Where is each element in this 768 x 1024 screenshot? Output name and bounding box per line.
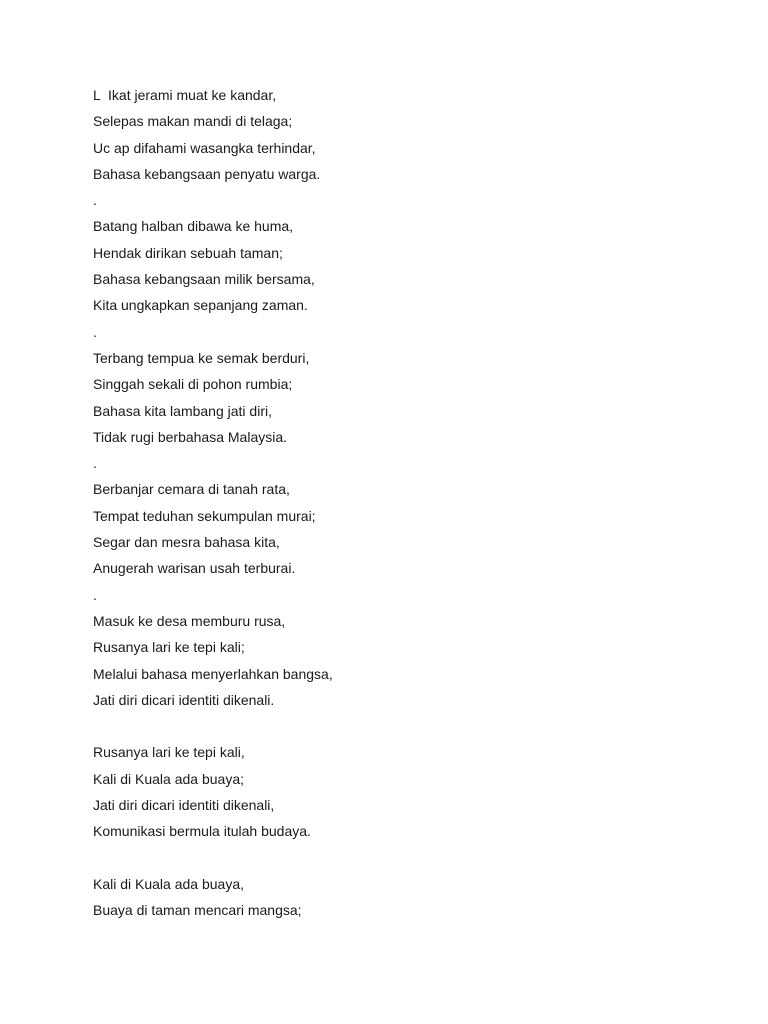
poem-line: Kita ungkapkan sepanjang zaman.	[93, 297, 308, 314]
poem-line: Anugerah warisan usah terburai.	[93, 560, 296, 577]
stanza-separator: .	[93, 586, 97, 603]
poem-line: Tempat teduhan sekumpulan murai;	[93, 507, 316, 524]
poem-line: Kali di Kuala ada buaya;	[93, 770, 244, 787]
poem-line: Jati diri dicari identiti dikenali,	[93, 797, 275, 814]
poem-line: Komunikasi bermula itulah budaya.	[93, 823, 311, 840]
stanza-separator: .	[93, 323, 97, 340]
poem-line: L Ikat jerami muat ke kandar,	[93, 87, 277, 103]
poem-line: Rusanya lari ke tepi kali;	[93, 639, 245, 656]
poem-line: Berbanjar cemara di tanah rata,	[93, 481, 290, 498]
stanza-separator: .	[93, 455, 97, 472]
poem-line: Singgah sekali di pohon rumbia;	[93, 376, 293, 393]
poem-line: Hendak dirikan sebuah taman;	[93, 244, 283, 261]
poem-line: Kali di Kuala ada buaya,	[93, 875, 244, 892]
poem-line: Melalui bahasa menyerlahkan bangsa,	[93, 665, 333, 682]
poem-line: Buaya di taman mencari mangsa;	[93, 902, 302, 919]
poem-line: Bahasa kita lambang jati diri,	[93, 402, 272, 419]
poem-line: Masuk ke desa memburu rusa,	[93, 612, 286, 629]
poem-text	[93, 84, 713, 926]
blank-line	[93, 715, 713, 741]
poem-line: Batang halban dibawa ke huma,	[93, 218, 294, 235]
poem-line: Rusanya lari ke tepi kali,	[93, 744, 245, 761]
stanza-separator: .	[93, 192, 97, 209]
poem-line: Uc ap difahami wasangka terhindar,	[93, 139, 316, 156]
poem-line: Tidak rugi berbahasa Malaysia.	[93, 428, 288, 445]
poem-line: Bahasa kebangsaan penyatu warga.	[93, 165, 321, 182]
blank-line	[93, 847, 713, 873]
poem-line: Bahasa kebangsaan milik bersama,	[93, 271, 315, 288]
poem-line: Jati diri dicari identiti dikenali.	[93, 691, 275, 708]
poem-line: Terbang tempua ke semak berduri,	[93, 349, 310, 366]
poem-line: Selepas makan mandi di telaga;	[93, 113, 293, 130]
poem-line: Segar dan mesra bahasa kita,	[93, 534, 280, 551]
